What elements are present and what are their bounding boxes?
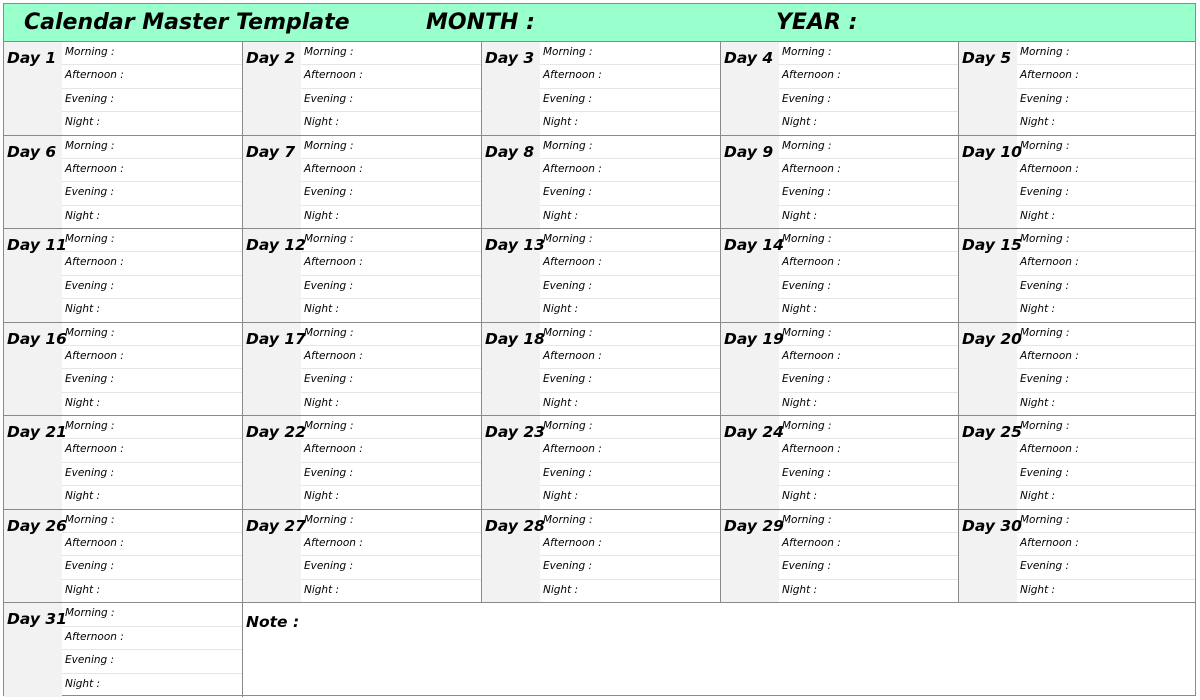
- day-periods: [301, 323, 481, 416]
- evening-field[interactable]: Evening :: [62, 556, 242, 579]
- day-periods: [779, 229, 958, 322]
- evening-field[interactable]: Evening :: [62, 650, 242, 674]
- day-cell: [959, 42, 1195, 136]
- day-periods: [1017, 510, 1195, 603]
- day-label: Day 31: [4, 603, 62, 697]
- morning-field[interactable]: Morning :: [779, 229, 958, 252]
- day-cell: [721, 136, 959, 230]
- night-field[interactable]: Night :: [543, 583, 579, 596]
- day-periods: [62, 416, 242, 509]
- morning-field[interactable]: Morning :: [1017, 136, 1195, 159]
- day-label: Day 25: [959, 416, 1017, 509]
- year-label: YEAR :: [776, 10, 858, 35]
- day-label: Day 15: [959, 229, 1017, 322]
- night-field[interactable]: Night :: [782, 116, 818, 129]
- day-periods: [1017, 323, 1195, 416]
- days-grid: [4, 42, 1195, 697]
- morning-field[interactable]: Morning :: [301, 323, 481, 346]
- evening-field[interactable]: Evening :: [301, 556, 481, 579]
- evening-field[interactable]: Evening :: [779, 182, 958, 205]
- afternoon-field[interactable]: Afternoon :: [540, 533, 720, 556]
- evening-field[interactable]: Evening :: [62, 276, 242, 299]
- night-field[interactable]: Night :: [543, 209, 579, 222]
- day-cell: [4, 323, 243, 417]
- night-field[interactable]: Night :: [65, 490, 101, 503]
- night-field[interactable]: Night :: [1020, 396, 1056, 409]
- morning-field[interactable]: Morning :: [779, 510, 958, 533]
- morning-field[interactable]: Morning :: [540, 323, 720, 346]
- day-cell: [482, 229, 721, 323]
- afternoon-field[interactable]: Afternoon :: [779, 533, 958, 556]
- day-cell: [482, 510, 721, 604]
- day-cell: [4, 603, 243, 697]
- day-label: Day 19: [721, 323, 779, 416]
- morning-field[interactable]: Morning :: [779, 323, 958, 346]
- day-periods: [1017, 229, 1195, 322]
- night-field[interactable]: Night :: [304, 116, 340, 129]
- day-cell: [721, 323, 959, 417]
- evening-field[interactable]: Evening :: [540, 276, 720, 299]
- day-label: Day 8: [482, 136, 540, 229]
- day-cell: [721, 42, 959, 136]
- day-periods: [540, 229, 720, 322]
- morning-field[interactable]: Morning :: [540, 42, 720, 65]
- day-cell: [482, 42, 721, 136]
- night-field[interactable]: Night :: [65, 116, 101, 129]
- day-periods: [779, 42, 958, 135]
- evening-field[interactable]: Evening :: [540, 182, 720, 205]
- morning-field[interactable]: Morning :: [779, 416, 958, 439]
- evening-field[interactable]: Evening :: [779, 89, 958, 112]
- day-label: Day 22: [243, 416, 301, 509]
- evening-field[interactable]: Evening :: [779, 369, 958, 392]
- morning-field[interactable]: Morning :: [301, 42, 481, 65]
- night-field[interactable]: Night :: [543, 116, 579, 129]
- morning-field[interactable]: Morning :: [779, 136, 958, 159]
- night-field[interactable]: Night :: [782, 209, 818, 222]
- afternoon-field[interactable]: Afternoon :: [1017, 65, 1195, 88]
- morning-field[interactable]: Morning :: [301, 416, 481, 439]
- night-field[interactable]: Night :: [782, 490, 818, 503]
- day-periods: [540, 416, 720, 509]
- afternoon-field[interactable]: Afternoon :: [1017, 533, 1195, 556]
- day-periods: [779, 323, 958, 416]
- note-area[interactable]: [243, 603, 1195, 697]
- morning-field[interactable]: Morning :: [779, 42, 958, 65]
- day-cell: [482, 136, 721, 230]
- day-periods: [1017, 416, 1195, 509]
- day-periods: [1017, 42, 1195, 135]
- day-cell: [4, 229, 243, 323]
- afternoon-field[interactable]: Afternoon :: [301, 252, 481, 275]
- day-label: Day 13: [482, 229, 540, 322]
- afternoon-field[interactable]: Afternoon :: [779, 65, 958, 88]
- morning-field[interactable]: Morning :: [301, 510, 481, 533]
- night-field[interactable]: Night :: [65, 583, 101, 596]
- morning-field[interactable]: Morning :: [1017, 510, 1195, 533]
- morning-field[interactable]: Morning :: [62, 323, 242, 346]
- day-periods: [301, 510, 481, 603]
- afternoon-field[interactable]: Afternoon :: [540, 65, 720, 88]
- night-field[interactable]: Night :: [543, 303, 579, 316]
- morning-field[interactable]: Morning :: [62, 229, 242, 252]
- day-periods: [301, 229, 481, 322]
- afternoon-field[interactable]: Afternoon :: [62, 65, 242, 88]
- day-cell: [721, 416, 959, 510]
- afternoon-field[interactable]: Afternoon :: [1017, 439, 1195, 462]
- day-periods: [62, 603, 242, 697]
- night-field[interactable]: Night :: [543, 490, 579, 503]
- morning-field[interactable]: Morning :: [540, 416, 720, 439]
- evening-field[interactable]: Evening :: [1017, 556, 1195, 579]
- evening-field[interactable]: Evening :: [62, 463, 242, 486]
- evening-field[interactable]: Evening :: [301, 89, 481, 112]
- evening-field[interactable]: Evening :: [301, 276, 481, 299]
- day-cell: [243, 136, 482, 230]
- morning-field[interactable]: Morning :: [62, 416, 242, 439]
- day-periods: [62, 510, 242, 603]
- day-label: Day 7: [243, 136, 301, 229]
- day-cell: [243, 42, 482, 136]
- day-label: Day 10: [959, 136, 1017, 229]
- evening-field[interactable]: Evening :: [301, 463, 481, 486]
- morning-field[interactable]: Morning :: [540, 510, 720, 533]
- day-periods: [62, 136, 242, 229]
- day-periods: [301, 136, 481, 229]
- evening-field[interactable]: Evening :: [779, 556, 958, 579]
- night-field[interactable]: Night :: [1020, 583, 1056, 596]
- evening-field[interactable]: Evening :: [1017, 276, 1195, 299]
- day-periods: [301, 42, 481, 135]
- afternoon-field[interactable]: Afternoon :: [301, 533, 481, 556]
- afternoon-field[interactable]: Afternoon :: [1017, 159, 1195, 182]
- evening-field[interactable]: Evening :: [1017, 182, 1195, 205]
- afternoon-field[interactable]: Afternoon :: [1017, 252, 1195, 275]
- day-periods: [540, 510, 720, 603]
- day-cell: [4, 42, 243, 136]
- day-label: Day 12: [243, 229, 301, 322]
- day-periods: [62, 42, 242, 135]
- day-label: Day 21: [4, 416, 62, 509]
- night-field[interactable]: Night :: [1020, 116, 1056, 129]
- day-label: Day 17: [243, 323, 301, 416]
- day-label: Day 28: [482, 510, 540, 603]
- day-cell: [959, 229, 1195, 323]
- evening-field[interactable]: Evening :: [540, 556, 720, 579]
- afternoon-field[interactable]: Afternoon :: [62, 533, 242, 556]
- day-label: Day 30: [959, 510, 1017, 603]
- morning-field[interactable]: Morning :: [1017, 42, 1195, 65]
- day-cell: [721, 510, 959, 604]
- day-cell: [4, 416, 243, 510]
- afternoon-field[interactable]: Afternoon :: [62, 252, 242, 275]
- night-field[interactable]: Night :: [304, 303, 340, 316]
- calendar-title: Calendar Master Template: [24, 10, 350, 35]
- afternoon-field[interactable]: Afternoon :: [540, 252, 720, 275]
- night-field[interactable]: Night :: [65, 303, 101, 316]
- afternoon-field[interactable]: Afternoon :: [540, 346, 720, 369]
- evening-field[interactable]: Evening :: [540, 463, 720, 486]
- night-field[interactable]: Night :: [782, 396, 818, 409]
- night-field[interactable]: Night :: [1020, 303, 1056, 316]
- day-label: Day 4: [721, 42, 779, 135]
- evening-field[interactable]: Evening :: [1017, 89, 1195, 112]
- evening-field[interactable]: Evening :: [301, 369, 481, 392]
- day-cell: [243, 416, 482, 510]
- day-periods: [779, 510, 958, 603]
- evening-field[interactable]: Evening :: [540, 369, 720, 392]
- day-periods: [62, 323, 242, 416]
- afternoon-field[interactable]: Afternoon :: [540, 439, 720, 462]
- day-periods: [779, 136, 958, 229]
- morning-field[interactable]: Morning :: [62, 42, 242, 65]
- morning-field[interactable]: Morning :: [62, 603, 242, 627]
- afternoon-field[interactable]: Afternoon :: [540, 159, 720, 182]
- day-label: Day 5: [959, 42, 1017, 135]
- afternoon-field[interactable]: Afternoon :: [301, 65, 481, 88]
- afternoon-field[interactable]: Afternoon :: [779, 439, 958, 462]
- morning-field[interactable]: Morning :: [1017, 416, 1195, 439]
- afternoon-field[interactable]: Afternoon :: [62, 439, 242, 462]
- evening-field[interactable]: Evening :: [779, 463, 958, 486]
- day-cell: [482, 416, 721, 510]
- day-cell: [243, 323, 482, 417]
- day-periods: [779, 416, 958, 509]
- morning-field[interactable]: Morning :: [62, 510, 242, 533]
- day-cell: [4, 136, 243, 230]
- night-field[interactable]: Night :: [782, 303, 818, 316]
- day-label: Day 6: [4, 136, 62, 229]
- afternoon-field[interactable]: Afternoon :: [779, 159, 958, 182]
- afternoon-field[interactable]: Afternoon :: [62, 627, 242, 651]
- morning-field[interactable]: Morning :: [301, 229, 481, 252]
- day-label: Day 14: [721, 229, 779, 322]
- day-label: Day 16: [4, 323, 62, 416]
- night-field[interactable]: Night :: [65, 209, 101, 222]
- night-field[interactable]: Night :: [304, 209, 340, 222]
- day-cell: [482, 323, 721, 417]
- afternoon-field[interactable]: Afternoon :: [779, 252, 958, 275]
- evening-field[interactable]: Evening :: [1017, 369, 1195, 392]
- night-field[interactable]: Night :: [304, 396, 340, 409]
- day-label: Day 24: [721, 416, 779, 509]
- night-field[interactable]: Night :: [1020, 490, 1056, 503]
- day-periods: [540, 323, 720, 416]
- morning-field[interactable]: Morning :: [1017, 229, 1195, 252]
- night-field[interactable]: Night :: [304, 583, 340, 596]
- morning-field[interactable]: Morning :: [1017, 323, 1195, 346]
- calendar-header: [4, 4, 1195, 42]
- day-label: Day 2: [243, 42, 301, 135]
- day-label: Day 26: [4, 510, 62, 603]
- day-periods: [540, 136, 720, 229]
- evening-field[interactable]: Evening :: [1017, 463, 1195, 486]
- evening-field[interactable]: Evening :: [62, 89, 242, 112]
- calendar-sheet: [3, 3, 1196, 696]
- evening-field[interactable]: Evening :: [540, 89, 720, 112]
- afternoon-field[interactable]: Afternoon :: [62, 159, 242, 182]
- night-field[interactable]: Night :: [304, 490, 340, 503]
- morning-field[interactable]: Morning :: [62, 136, 242, 159]
- day-periods: [62, 229, 242, 322]
- night-field[interactable]: Night :: [543, 396, 579, 409]
- night-field[interactable]: Night :: [65, 396, 101, 409]
- day-label: Day 18: [482, 323, 540, 416]
- note-label: Note :: [246, 613, 300, 631]
- day-label: Day 11: [4, 229, 62, 322]
- evening-field[interactable]: Evening :: [301, 182, 481, 205]
- day-periods: [540, 42, 720, 135]
- day-cell: [959, 323, 1195, 417]
- day-cell: [243, 229, 482, 323]
- day-cell: [959, 416, 1195, 510]
- afternoon-field[interactable]: Afternoon :: [779, 346, 958, 369]
- day-cell: [959, 136, 1195, 230]
- month-label: MONTH :: [426, 10, 535, 35]
- day-label: Day 3: [482, 42, 540, 135]
- day-cell: [959, 510, 1195, 604]
- day-cell: [721, 229, 959, 323]
- day-label: Day 9: [721, 136, 779, 229]
- morning-field[interactable]: Morning :: [301, 136, 481, 159]
- day-label: Day 23: [482, 416, 540, 509]
- day-label: Day 1: [4, 42, 62, 135]
- afternoon-field[interactable]: Afternoon :: [1017, 346, 1195, 369]
- day-periods: [1017, 136, 1195, 229]
- night-field[interactable]: Night :: [65, 677, 101, 690]
- day-label: Day 29: [721, 510, 779, 603]
- day-cell: [4, 510, 243, 604]
- evening-field[interactable]: Evening :: [779, 276, 958, 299]
- night-field[interactable]: Night :: [1020, 209, 1056, 222]
- day-label: Day 20: [959, 323, 1017, 416]
- night-field[interactable]: Night :: [782, 583, 818, 596]
- afternoon-field[interactable]: Afternoon :: [301, 439, 481, 462]
- day-periods: [301, 416, 481, 509]
- evening-field[interactable]: Evening :: [62, 182, 242, 205]
- day-label: Day 27: [243, 510, 301, 603]
- evening-field[interactable]: Evening :: [62, 369, 242, 392]
- morning-field[interactable]: Morning :: [540, 229, 720, 252]
- day-cell: [243, 510, 482, 604]
- morning-field[interactable]: Morning :: [540, 136, 720, 159]
- afternoon-field[interactable]: Afternoon :: [301, 159, 481, 182]
- afternoon-field[interactable]: Afternoon :: [62, 346, 242, 369]
- afternoon-field[interactable]: Afternoon :: [301, 346, 481, 369]
